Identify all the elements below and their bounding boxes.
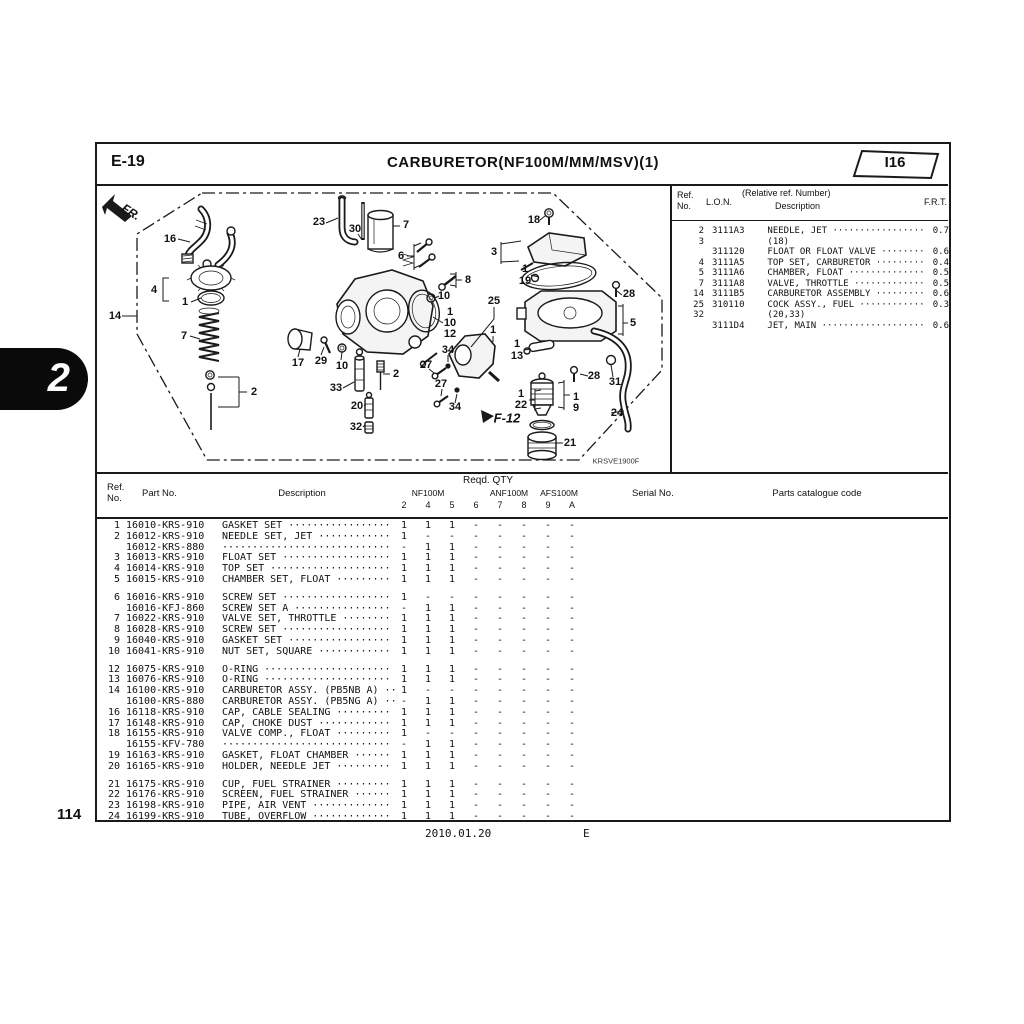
diagram-label: FR. [119, 200, 143, 224]
diagram-label: 28 [587, 370, 601, 382]
diagram-label: 30 [348, 223, 362, 235]
diagram-label: 2 [392, 368, 400, 380]
diagram-label: 21 [563, 437, 577, 449]
diagram-label: 20 [350, 400, 364, 412]
diagram-label: 1 [446, 306, 454, 318]
diagram-label: 31 [608, 376, 622, 388]
diagram-label: 4 [150, 284, 158, 296]
footer-code: E [583, 827, 590, 840]
section-code: E-19 [111, 153, 145, 170]
diagram-label: 1 [572, 391, 580, 403]
parts-table-row: 24 16199-KRS-910 TUBE, OVERFLOW ············· 1 1 1 - - - - - [107, 810, 576, 822]
parts-table-row: 9 16040-KRS-910 GASKET SET ················· 1 1 1 - - - - - [113, 634, 576, 646]
description-header: Description [775, 201, 821, 211]
parts-table-row: 23 16198-KRS-910 PIPE, AIR VENT ············· 1 1 1 - - - - - [107, 800, 576, 812]
diagram-label: 5 [629, 317, 637, 329]
qty-column-label: 8 [521, 500, 527, 510]
diagram-label: 6 [397, 250, 405, 262]
part-no-header: Part No. [142, 488, 177, 499]
parts-table-row: 6 16016-KRS-910 SCREW SET ·················· 1 - - - - - - - [113, 591, 576, 603]
model-afs100m: AFS100M [540, 488, 578, 498]
diagram-label: 27 [434, 378, 448, 390]
ref-table-row: 32 (20,33) [693, 310, 806, 320]
diagram-label: 28 [622, 288, 636, 300]
diagram-label: 14 [108, 310, 122, 322]
diagram-label: 1 [513, 338, 521, 350]
exploded-diagram-art [97, 184, 670, 472]
lon-header: L.O.N. [706, 197, 733, 207]
page-frame [95, 142, 951, 822]
parts-table-header [97, 472, 949, 517]
parts-table-row: 16016-KFJ-860 SCREW SET A ················ - 1 1 - - - - - [126, 602, 576, 614]
parts-table-row: 20 16165-KRS-910 HOLDER, NEEDLE JET ········· 1 1 1 - - - - - [107, 760, 576, 772]
diagram-label: KRSVE1900F [592, 456, 640, 466]
diagram-label: 7 [180, 330, 188, 342]
diagram-label: 2 [250, 386, 258, 398]
diagram-label: 18 [527, 214, 541, 226]
diagram-label: 7 [402, 219, 410, 231]
table-header-divider [97, 517, 948, 519]
diagram-label: 9 [572, 402, 580, 414]
f12-arrow-icon [481, 410, 494, 423]
index-badge-label: I16 [884, 154, 906, 171]
diagram-label: 8 [464, 274, 472, 286]
frt-header: F.R.T. [923, 197, 947, 207]
diagram-label: 27 [419, 359, 433, 371]
diagram-label: 1 [517, 388, 525, 400]
parts-table-row: 17 16148-KRS-910 CAP, CHOKE DUST ············ 1 1 1 - - - - - [107, 717, 576, 729]
section-tab: 2 [0, 348, 88, 410]
page-number: 114 [57, 806, 82, 823]
parts-table-rows [97, 521, 949, 823]
qty-column-label: 6 [473, 500, 479, 510]
model-nf100m: NF100M [411, 488, 445, 498]
parts-description-header: Description [278, 488, 326, 499]
parts-table-row: 16100-KRS-880 CARBURETOR ASSY. (PB5NG A) ·· - 1 1 - - - - - [126, 695, 576, 707]
parts-table-row: 12 16075-KRS-910 O-RING ····················· 1 1 1 - - - - - [107, 663, 576, 675]
qty-column-label: 7 [497, 500, 503, 510]
diagram-label: 24 [610, 407, 624, 419]
parts-table-row: 16012-KRS-880 ···························· - 1 1 - - - - - [126, 541, 576, 553]
diagram-label: 1 [489, 324, 497, 336]
ref-table-row: 2 3111A3 NEEDLE, JET ················· 0.7 [698, 226, 949, 236]
qty-column-label: A [568, 500, 575, 510]
qty-column-label: 9 [545, 500, 551, 510]
parts-table-row: 4 16014-KRS-910 TOP SET ···················· 1 1 1 - - - - - [113, 563, 576, 575]
diagram-label: F-12 [493, 410, 521, 426]
footer-date: 2010.01.20 [425, 827, 492, 840]
diagram-label: 12 [443, 328, 457, 340]
diagram-label: 1 [181, 296, 189, 308]
parts-table-row: 16155-KFV-780 ···························· - 1 1 - - - - - [126, 739, 576, 751]
diagram-label: 16 [163, 233, 177, 245]
parts-table-row: 3 16013-KRS-910 FLOAT SET ·················· 1 1 1 - - - - - [113, 552, 576, 564]
ref-table-row: 14 3111B5 CARBURETOR ASSEMBLY ········· 0.6 [693, 289, 949, 299]
diagram-label: 17 [291, 357, 305, 369]
diagram-label: 23 [312, 216, 326, 228]
reference-table [670, 184, 953, 472]
parts-ref-no-header: Ref. No. [107, 482, 125, 504]
diagram-label: 19 [518, 275, 532, 287]
parts-table-row: 8 16028-KRS-910 SCREW SET ·················· 1 1 1 - - - - - [113, 624, 576, 636]
diagram-label: 29 [314, 355, 328, 367]
diagram-label: 32 [349, 421, 363, 433]
ref-table-row: 7 3111A8 VALVE, THROTTLE ············· 0.5 [698, 278, 949, 289]
diagram-label: 10 [335, 360, 349, 372]
exploded-diagram [97, 184, 670, 472]
parts-table-row: 10 16041-KRS-910 NUT SET, SQUARE ············ 1 1 1 - - - - - [107, 645, 576, 657]
diagram-label: 34 [441, 344, 455, 356]
parts-catalogue-code-header: Parts catalogue code [772, 488, 862, 499]
parts-table-row: 13 16076-KRS-910 O-RING ····················· 1 1 1 - - - - - [107, 674, 576, 686]
parts-table-row: 18 16155-KRS-910 VALVE COMP., FLOAT ········· 1 - - - - - - - [107, 728, 576, 740]
reference-table-rows [670, 226, 953, 331]
page-title: CARBURETOR(NF100M/MM/MSV)(1) [386, 154, 660, 171]
parts-table-row: 19 16163-KRS-910 GASKET, FLOAT CHAMBER ······ 1 1 1 - - - - - [107, 749, 576, 761]
parts-table-row: 5 16015-KRS-910 CHAMBER SET, FLOAT ········· 1 1 1 - - - - - [113, 573, 576, 585]
ref-table-row: 25 310110 COCK ASSY., FUEL ············ 0.3 [693, 299, 949, 310]
diagram-label: 34 [448, 401, 462, 413]
parts-table-row: 21 16175-KRS-910 CUP, FUEL STRAINER ········· 1 1 1 - - - - - [107, 778, 576, 790]
diagram-label: 3 [490, 246, 498, 258]
parts-table-row: 1 16010-KRS-910 GASKET SET ················· 1 1 1 - - - - - [113, 520, 576, 531]
ref-table-row: 4 3111A5 TOP SET, CARBURETOR ········· 0.4 [698, 257, 949, 268]
relative-ref-header: (Relative ref. Number) [742, 188, 831, 198]
model-anf100m: ANF100M [489, 488, 529, 498]
parts-table-row: 7 16022-KRS-910 VALVE SET, THROTTLE ········ 1 1 1 - - - - - [113, 613, 576, 625]
qty-column-label: 2 [401, 500, 407, 510]
qty-column-label: 5 [449, 500, 455, 510]
reference-table-header [670, 184, 953, 220]
reqd-qty-header: Reqd. QTY [462, 475, 514, 486]
diagram-label: 10 [443, 317, 457, 329]
serial-no-header: Serial No. [632, 488, 674, 499]
ref-table-row: 5 3111A6 CHAMBER, FLOAT ·············· 0.5 [698, 268, 949, 278]
parts-table-row: 16 16118-KRS-910 CAP, CABLE SEALING ········· 1 1 1 - - - - - [107, 706, 576, 718]
qty-column-label: 4 [425, 500, 431, 510]
diagram-label: 22 [514, 399, 528, 411]
ref-no-header: Ref. No. [677, 190, 694, 211]
diagram-label: 25 [487, 295, 501, 307]
diagram-label: 33 [329, 382, 343, 394]
parts-table-row: 14 16100-KRS-910 CARBURETOR ASSY. (PB5NB A) ·· 1 - - - - - - - [107, 685, 576, 697]
parts-table-row: 22 16176-KRS-910 SCREEN, FUEL STRAINER ······ 1 1 1 - - - - - [107, 789, 576, 801]
qty-column-headers [392, 500, 584, 510]
diagram-label: 1 [521, 263, 529, 275]
parts-table-row: 2 16012-KRS-910 NEEDLE SET, JET ············ 1 - - - - - - - [113, 530, 576, 542]
diagram-label: 10 [437, 290, 451, 302]
index-badge [849, 147, 941, 181]
ref-table-row: 3111D4 JET, MAIN ··················· 0.6 [712, 320, 949, 331]
diagram-label: 13 [510, 350, 524, 362]
ref-table-row: 3 (18) [698, 236, 790, 247]
ref-table-row: 311120 FLOAT OR FLOAT VALVE ········ 0.6 [712, 247, 949, 257]
